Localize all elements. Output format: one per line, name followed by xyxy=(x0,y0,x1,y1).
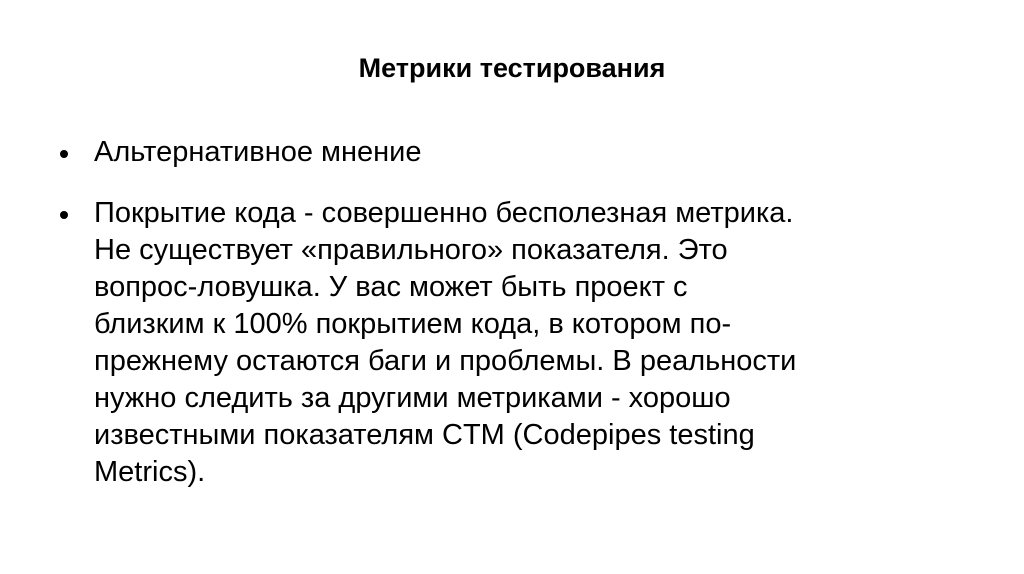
bullet-dot-icon xyxy=(60,150,68,158)
bullet-text: Покрытие кода - совершенно бесполезная метрика. Не существует «правильного» показателя. Это вопрос-ловушка. У вас может быть проект с близким к 100% покрытием кода, в котором по- прежнему остаются баги и проблемы. В реальности нужно следить за другими метриками - хорошо известными показателям CTM (Codepipes testing Metrics). xyxy=(94,197,797,488)
bullet-item xyxy=(56,195,986,491)
bullet-dot-icon xyxy=(60,211,68,219)
slide-title: Метрики тестирования xyxy=(358,53,666,83)
bullet-text: Альтернативное мнение xyxy=(94,136,422,168)
bullet-item xyxy=(56,134,986,171)
bullet-list xyxy=(56,134,986,515)
